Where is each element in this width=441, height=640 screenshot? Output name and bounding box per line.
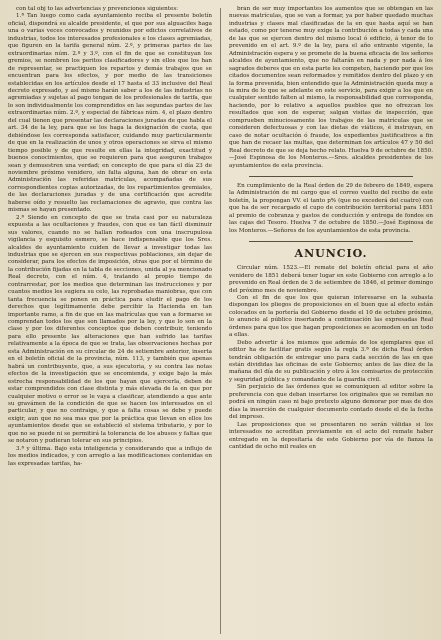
paragraph: En cumplimiento de la Real órden de 29 de febrero de 1849, espera la Administración de mi cargo que el correo vuelto del recibo de este boletín, la propongan VV. el tanto p% (que no excederá del cuatro) con que ha de ser recargado el cupo de contribución territorial para 1851 al premio de cobranza y gastos de conducción y entrega de fondos en las cajas del Tesoro. Huelva 7 de octubre de 1850.—José Espinosa de los Monteros.—Señores de los ayuntamientos de esta provincia. — [229, 182, 433, 234]
paragraph: Las proposiciones que se presentaren no serán válidas si los interesados no acreditan previamente en el acto del remate haber entregado en la depositaría de este Gobierno por vía de fianza la cantidad de ocho mil reales en — [229, 421, 433, 451]
paragraph: Con el fin de que los que quieran interesarse en la subasta dispongan los pliegos de proposiciones en el buen que al efecto están colocados en la portería del Gobierno desde el 10 de octubre próximo, lo anuncio al público insertando a continuación las expresadas Real órdenes para que los que hagan proposiciones se acomoden en un todo a ellas. — [229, 294, 433, 339]
column-divider — [220, 8, 221, 634]
paragraph: con tal obj to las advertencias y prevenciones siguientes: — [16, 6, 179, 12]
paragraph: Debo advertir á los mismos que además de los ejemplares que el editor ha de facilitar gratis según la regla 3.ª de dicha Real órden tendrán obligación de entregar uno para cada sección de las en que están divididas las oficinas de este Gobierno; antes de las diez de la mañana del día de su publicación y otro á los comisarios de protección y seguridad pública y comandante de la guardia civil. — [229, 339, 433, 383]
paragraph: 1.ª Tan luego como cada ayuntamiento reciba el presente boletín oficial, dispondrá su alcalde presidente, el que por sus alguaciles haga una o varias veces convocados y reunidos por edictos correlativos de industrias, todos los interesados profesionales e los clases agremiadas, que figuren en la tarifa general núm. 2.º, y primeras partes de las extraordinarias núm. 2.º y 3.º, con el fin de que se constituyan los gremios, se nombren los peritos clasificadores y sin ellos que los han de representar, se practiquen los repartos y demás trabajos que se encuentran para los efectos, y por medio de las transiciones establecidas en los artículos desde el 17 hasta el 33 inclusive del Real decreto expresado, y así mismo harán saber a los de las industrias no agremiadas y sujetas al pago tengan de los profesionales de tarifa, que lo son individualmente los comprendidos en las segundas partes de las extraordinarias núm. 2.º, y especial de fábricas núm. 4, el plazo dentro del cual tienen que presentar las declaraciones juradas de que habla el art. 34 de la ley, para que se los haga la designación de cuota, que debiéndose les corresponda satisfacer, cuidando muy particularmente de que en la realización de unos y otros operaciones se sirva el mismo tiempo posible y de que resulte en ellas la integridad, exactitud y buenos conocimientos, que se requieren para que aseguren trabajos sean y demuestren una verdad; en concepto de que para el día 23 de noviembre próximo venidero, sin falta alguna, han de obrar en esta Administración las referidas matrículas, acompañadas de sus correspondientes copias autorizadas, de los repartimientos gremiales, de las declaraciones juradas y de una certificación que acredite haberse oído y resuelto las reclamaciones de agravio, que contra las mismas se hayan presentado. — [8, 13, 212, 214]
section-rule — [249, 241, 413, 242]
paragraph: brán de ser muy importantes los aumentos que se obtengan en las nuevas matrículas, que se van a formar, ya por haber quedado muchas industrias y clases mal clasificadas de la en que hasta aquí se han estado, como por tenerse muy exige la contribución a todas y cada una de las que se ejercen dentro del mismo local ó edificio, á tenor de lo prevenido en el art. 9.º de la ley, para el año entrante vigente, la Administración espera y se promete de la buena eficacia de los señores alcaldes de ayuntamiento, que no faltarán en nada y por nada á los sagrados deberes que en esta parte les competen, haciendo por que los citados documentos sean reformados y remitidos dentro del plazo y en la forma prevenida, bien entendido que la Administración queda muy a la mira de lo que se adelante en este servicio, para exigir a los que en cualquier sentido falten al mismo, la responsabilidad que corresponda, haciendo, por lo relativo a aquellos pueblos que no ofrezcan los resultados que son de esperar, salgan visitas de inspección, que comprueben minuciosamente los trabajos de las matrículas que se consideren defectuosas y con las dietas de viáticos, é instruyan, en caso de notar ocultación ó fraude, los expedientes justificativos a fin que han de recaer las multas, que determinan los artículos 47 y 50 del Real decreto de que se deja hecho relato. Huelva 9 de octubre de 1850.—José Espinosa de los Monteros.—Sres. alcaldes presidentes de los ayuntamientos de esta provincia. — [229, 6, 433, 169]
paragraph: Sin perjuicio de las órdenes que se comuniquen al editor sobre la preferencia con que deban insertarse los originales que se remitan no podrá en ningún caso ni bajo pretexto alguno demorar por mas de dos días la inserción de cualquier documento contado desde el de la fecha del impreso. — [229, 384, 433, 421]
paragraph: 3.ª y última. Bajo esta inteligencia y considerando que a influjo de los medios indicados, y con arreglo a las modificaciones contenidas en las expresadas tarifas, ha- — [8, 445, 212, 467]
paragraph: Circular núm. 1523.—El remate del boletín oficial para el año venidero de 1851 deberá tener lugar en este Gobierno con arreglo a lo prevenido en Real órden de 3 de setiembre de 1846, el primer domingo del próximo mes de noviembre. — [229, 265, 433, 294]
left-column — [8, 6, 212, 636]
paragraph: 2.ª Siendo en concepto de que se trata casi por su naturaleza expuesta a las ocultaciones y fraudes, con que es tan fácil disminuir sus valores, cuando no se hallan rodeados con una inscrupulosa vigilancia y esquisito esmero, se hace indispensable que los Sres. alcaldes de ayuntamiento cuiden de llevar a investigar todas las industrias que se ejercen en sus respectivas poblaciones, sin dejar de considerar, para los efectos de imposición, otras que por el término de la contribución fijadas en la tabla de secciones, unida al ya mencionado Real decreto, con el núm. 4, tratando al propio tiempo de contrarrestar, por los medios que determinan las instrucciones y por cuantos medios les sugiera su celo, las reprobadas maniobras, que con tanta frecuencia se ponen en práctica para eludir el pago de los derechos que legítimamente debe percibir la Hacienda en tan importante ramo, a fin de que en las matrículas que van a formarse se comprendan todos los que son llamados por la ley, y que lo son en la clase y por los diferentes conceptos que deben contribuir, teniendo para ello presente las alteraciones que han sufrido las tarifas relativamente a la época de que se trata, las observaciones hechas por esta Administración en su circular de 24 de setiembre anterior, inserta en el boletín oficial de la provincia, núm. 113, y también que apenas habrá un contribuyente, que, a sus ejecutoria, y su contra las notas efectos de la investigación que se encomienda, y exige bajo la más estrecha responsabilidad de los que hayan que ejercerla, deben de estar comprendidos con clase distinta y más elevada de la en que por cualquier motivo o error se le vaya a clasificar, atendiendo a que ante su gravámen de la condición de que se hacen los interesados en el particular, y que no contraige, y que a falta cosas se debe y puede exigir, aun que no sea mas que por la práctica que llevan en ellos los ayuntamientos desde que se estableció el sistema tributario, y por lo que no se puede ni se permitirá la tolerancia de los abusos y faltas que se notaron y pudieran tolerar en sus principios. — [8, 214, 212, 445]
section-rule — [249, 176, 413, 177]
announcement-heading: ANUNCIO. — [294, 247, 368, 261]
right-column — [229, 6, 433, 636]
